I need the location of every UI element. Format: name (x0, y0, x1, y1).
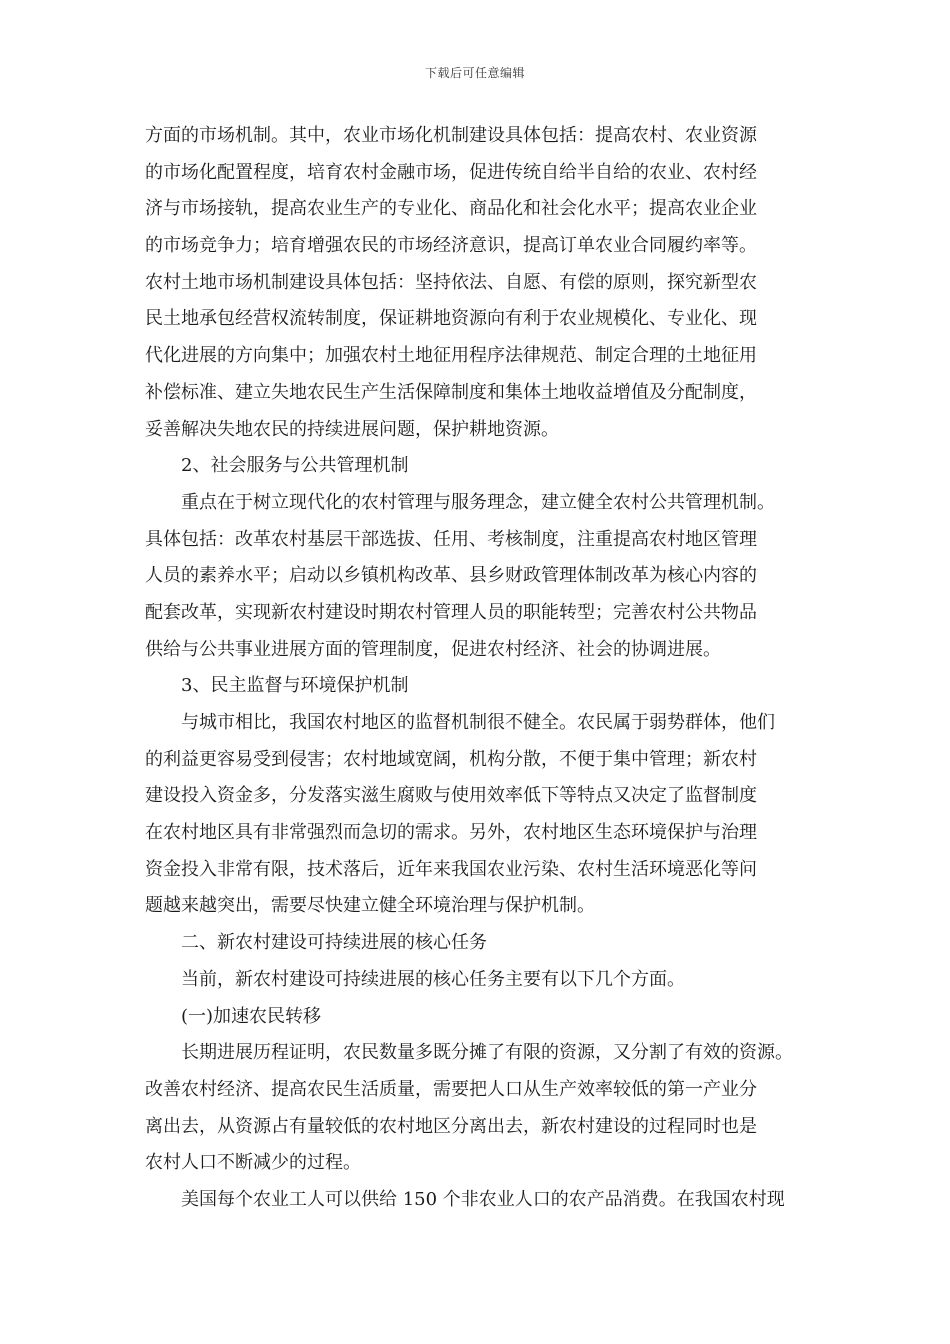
section-heading: 二、新农村建设可持续进展的核心任务 (181, 932, 487, 954)
text-line: 建设投入资金多，分发落实滋生腐败与使用效率低下等特点又决定了监督制度 (145, 785, 757, 807)
text-line: 农村人口不断减少的过程。 (145, 1152, 361, 1174)
text-line: 补偿标准、建立失地农民生产生活保障制度和集体土地收益增值及分配制度， (145, 381, 757, 403)
text-line: 与城市相比，我国农村地区的监督机制很不健全。农民属于弱势群体，他们 (181, 712, 775, 733)
text-line: 妥善解决失地农民的持续进展问题，保护耕地资源。 (145, 418, 559, 440)
section-heading: 2、社会服务与公共管理机制 (181, 455, 409, 477)
text-line: 具体包括：改革农村基层干部选拔、任用、考核制度，注重提高农村地区管理 (145, 528, 757, 550)
text-line: 农村土地市场机制建设具体包括：坚持依法、自愿、有偿的原则，探究新型农 (145, 271, 757, 293)
text-line: 长期进展历程证明，农民数量多既分摊了有限的资源，又分割了有效的资源。 (181, 1042, 793, 1064)
text-line: 改善农村经济、提高农民生活质量，需要把人口从生产效率较低的第一产业分 (145, 1078, 757, 1100)
text-line: 在农村地区具有非常强烈而急切的需求。另外，农村地区生态环境保护与治理 (145, 822, 757, 844)
text-line: 的利益更容易受到侵害；农村地域宽阔，机构分散，不便于集中管理；新农村 (145, 748, 757, 770)
text-line: 当前，新农村建设可持续进展的核心任务主要有以下几个方面。 (181, 968, 685, 990)
text-line: 人员的素养水平；启动以乡镇机构改革、县乡财政管理体制改革为核心内容的 (145, 565, 757, 587)
text-line: 代化进展的方向集中；加强农村土地征用程序法律规范、制定合理的土地征用 (145, 345, 757, 367)
body-text (145, 118, 810, 1219)
text-line: 民土地承包经营权流转制度，保证耕地资源向有利于农业规模化、专业化、现 (145, 308, 757, 330)
text-line: 重点在于树立现代化的农村管理与服务理念，建立健全农村公共管理机制。 (181, 491, 775, 513)
text-line: 离出去，从资源占有量较低的农村地区分离出去，新农村建设的过程同时也是 (145, 1115, 757, 1137)
text-line: 供给与公共事业进展方面的管理制度，促进农村经济、社会的协调进展。 (145, 638, 721, 660)
page-header: 下载后可任意编辑 (424, 66, 525, 80)
subsection-heading: (一)加速农民转移 (181, 1005, 322, 1027)
text-line: 配套改革，实现新农村建设时期农村管理人员的职能转型；完善农村公共物品 (145, 601, 757, 623)
text-line: 的市场竞争力；培育增强农民的市场经济意识，提高订单农业合同履约率等。 (145, 235, 757, 257)
text-line: 题越来越突出，需要尽快建立健全环境治理与保护机制。 (145, 895, 595, 917)
text-line: 美国每个农业工人可以供给 150 个非农业人口的农产品消费。在我国农村现 (181, 1188, 785, 1210)
section-heading: 3、民主监督与环境保护机制 (181, 675, 409, 697)
text-line: 济与市场接轨，提高农业生产的专业化、商品化和社会化水平；提高农业企业 (145, 198, 757, 220)
text-line: 的市场化配置程度，培育农村金融市场，促进传统自给半自给的农业、农村经 (145, 161, 757, 183)
text-line: 资金投入非常有限，技术落后，近年来我国农业污染、农村生活环境恶化等问 (145, 858, 757, 880)
text-line: 方面的市场机制。其中，农业市场化机制建设具体包括：提高农村、农业资源 (145, 125, 757, 146)
